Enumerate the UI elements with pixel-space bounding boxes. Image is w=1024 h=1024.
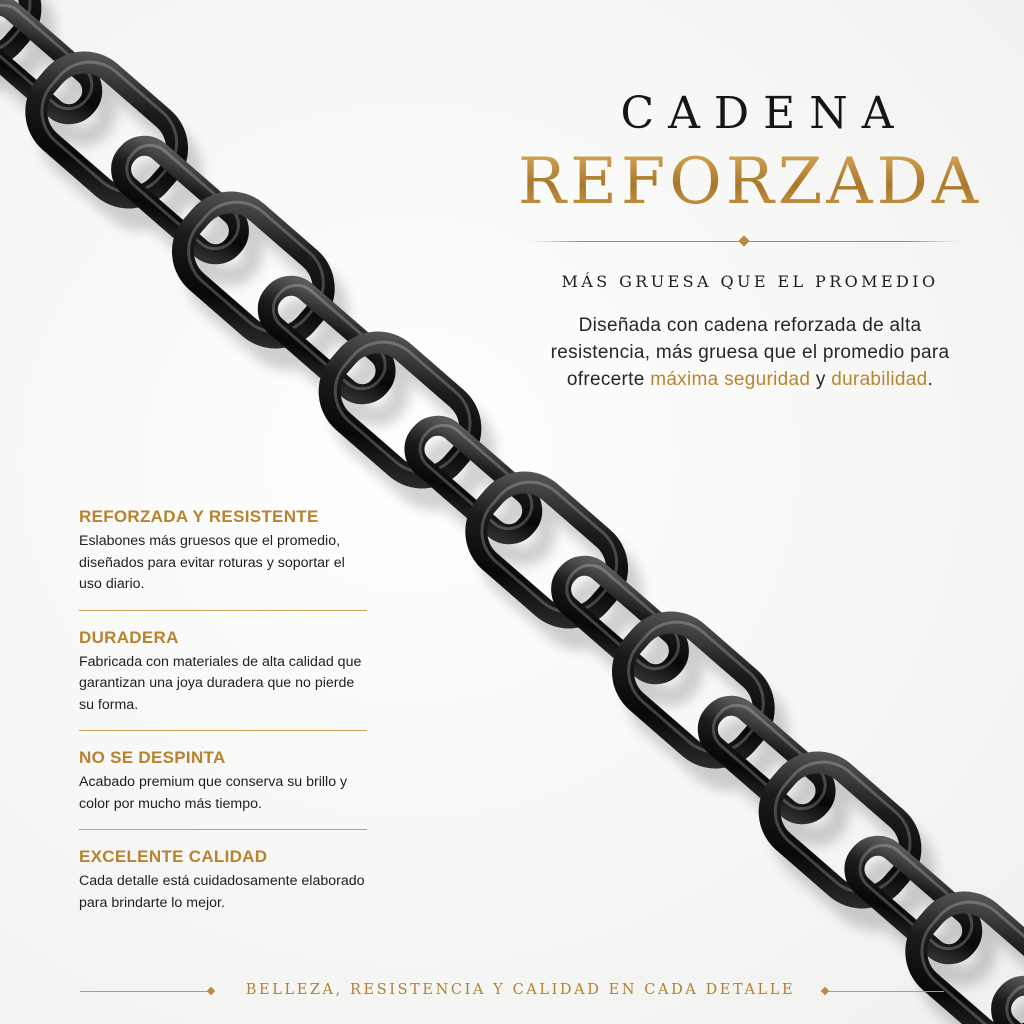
feature-title: REFORZADA Y RESISTENTE [79, 507, 319, 526]
feature-text: Acabado premium que conserva su brillo y color por mucho más tiempo. [79, 774, 348, 812]
feature-divider [79, 610, 367, 611]
feature-divider [79, 730, 367, 731]
features-list [79, 506, 371, 914]
feature-text: Fabricada con materiales de alta calidad que garantizan una joya duradera que no pierde su forma. [79, 653, 362, 713]
description-text: Diseñada con cadena reforzada de alta resistencia, más gruesa que el promedio para ofrecerte [550, 315, 950, 390]
feature-text: Eslabones más gruesos que el promedio, diseñados para evitar roturas y soportar el uso diario. [79, 533, 345, 592]
footer-divider-left [80, 991, 210, 992]
footer-tagline-bar [0, 980, 1024, 1004]
feature-divider [79, 829, 367, 830]
feature-item [79, 506, 371, 611]
feature-title: NO SE DESPINTA [79, 748, 226, 767]
title-reforzada: REFORZADA [500, 150, 1000, 214]
footer-divider-right [828, 991, 944, 992]
feature-text: Cada detalle está cuidadosamente elaborado para brindarte lo mejor. [79, 873, 365, 911]
feature-item [79, 747, 371, 830]
description-text: . [927, 369, 934, 390]
subtitle: MÁS GRUESA QUE EL PROMEDIO [561, 272, 939, 291]
diamond-ornament-icon [207, 987, 215, 995]
feature-title: DURADERA [79, 627, 179, 647]
highlight-security: máxima seguridad [650, 369, 811, 390]
product-description [540, 312, 960, 393]
feature-item [79, 846, 371, 914]
footer-tagline: BELLEZA, RESISTENCIA Y CALIDAD EN CADA DETALLE [245, 982, 796, 998]
description-text: y [810, 369, 832, 390]
title-cadena: CADENA [620, 88, 908, 139]
feature-title: EXCELENTE CALIDAD [79, 847, 268, 866]
feature-item [79, 627, 371, 732]
highlight-durability: durabilidad [831, 369, 928, 390]
